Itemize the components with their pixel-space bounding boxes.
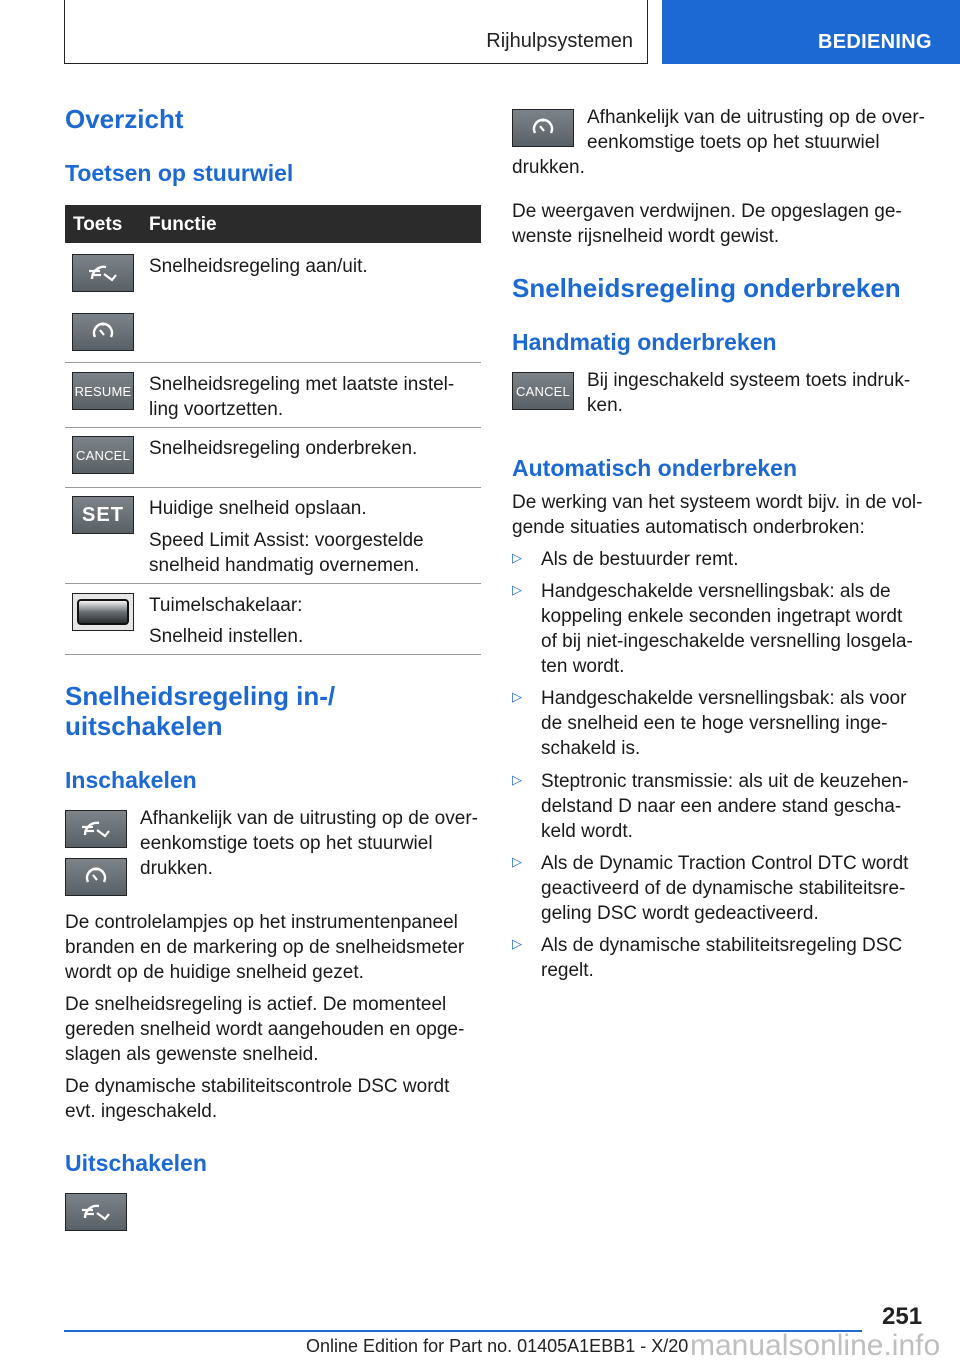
footer-edition: Online Edition for Part no. 01405A1EBB1 - X/20 bbox=[306, 1336, 689, 1356]
heading-inschakelen: Inschakelen bbox=[65, 767, 197, 793]
table-rule bbox=[65, 583, 481, 584]
para2-line1: De snelheidsregeling is actief. De momenteel bbox=[65, 994, 447, 1015]
cruise-onoff-button bbox=[72, 254, 134, 292]
auto-text-1: De werking van het systeem wordt bijv. in de vol- bbox=[512, 492, 923, 513]
row3-text: Snelheidsregeling onderbreken. bbox=[149, 438, 418, 459]
table-rule bbox=[65, 487, 481, 488]
bullet-arrow-icon: ▷ bbox=[512, 689, 522, 704]
heading-inuit-1: Snelheidsregeling in-/ bbox=[65, 681, 336, 711]
page-number: 251 bbox=[882, 1303, 923, 1330]
limit-icon bbox=[83, 865, 109, 889]
uit-text-1: Afhankelijk van de uitrusting op de over- bbox=[587, 107, 925, 128]
table-rule bbox=[65, 427, 481, 428]
para3-line1: De dynamische stabiliteitscontrole DSC wordt bbox=[65, 1076, 450, 1097]
cruise-onoff-button bbox=[65, 1193, 127, 1231]
watermark: manualsonline.info bbox=[690, 1329, 941, 1362]
para2-line3: slagen als gewenste snelheid. bbox=[65, 1044, 319, 1065]
table-rule bbox=[65, 362, 481, 363]
chapter-tab[interactable] bbox=[662, 0, 960, 64]
speed-limit-button bbox=[512, 109, 574, 147]
para3-line2: evt. ingeschakeld. bbox=[65, 1101, 218, 1122]
handmatig-text-2: ken. bbox=[587, 395, 623, 416]
speedometer-icon bbox=[79, 818, 113, 840]
resume-button: RESUME bbox=[72, 372, 134, 410]
col-functie: Functie bbox=[149, 214, 217, 235]
row5-text-1: Tuimelschakelaar: bbox=[149, 595, 303, 616]
limit-icon bbox=[530, 116, 556, 140]
table-header bbox=[65, 205, 481, 243]
heading-toetsen: Toetsen op stuurwiel bbox=[65, 160, 294, 186]
para1-line1: De controlelampjes op het instrumentenpaneel bbox=[65, 912, 458, 933]
rocker-switch-button bbox=[72, 593, 134, 631]
auto-text-2: gende situaties automatisch onderbroken: bbox=[512, 517, 865, 538]
row5-text-2: Snelheid instellen. bbox=[149, 626, 304, 647]
speedometer-icon bbox=[79, 1201, 113, 1223]
col-toets: Toets bbox=[73, 214, 123, 235]
row4-text-1: Huidige snelheid opslaan. bbox=[149, 498, 367, 519]
section-title: Rijhulpsystemen bbox=[486, 30, 633, 52]
uit-text-3: drukken. bbox=[512, 157, 585, 178]
set-button: SET bbox=[72, 496, 134, 534]
weergaven-line2: wenste rijsnelheid wordt gewist. bbox=[512, 226, 780, 247]
weergaven-line1: De weergaven verdwijnen. De opgeslagen ge- bbox=[512, 201, 902, 222]
para1-line3: wordt op de huidige snelheid gezet. bbox=[65, 962, 364, 983]
row1-text: Snelheidsregeling aan/uit. bbox=[149, 256, 368, 277]
row2-text-2: ling voortzetten. bbox=[149, 399, 284, 420]
speedometer-icon bbox=[86, 262, 120, 284]
para1-line2: branden en de markering op de snelheidsmeter bbox=[65, 937, 465, 958]
bullet-arrow-icon: ▷ bbox=[512, 582, 522, 597]
uit-text-2: eenkomstige toets op het stuurwiel bbox=[587, 132, 880, 153]
cancel-button: CANCEL bbox=[512, 372, 574, 410]
heading-inuit-2: uitschakelen bbox=[65, 711, 223, 741]
header-frame bbox=[64, 0, 648, 64]
limit-icon bbox=[90, 320, 116, 344]
chapter-tab-label: BEDIENING bbox=[818, 31, 932, 53]
table-rule bbox=[65, 654, 481, 655]
speed-limit-button bbox=[72, 313, 134, 351]
para2-line2: gereden snelheid wordt aangehouden en opge- bbox=[65, 1019, 465, 1040]
inschakelen-text-3: drukken. bbox=[140, 858, 213, 879]
heading-handmatig: Handmatig onderbreken bbox=[512, 329, 777, 355]
heading-automatisch: Automatisch onderbreken bbox=[512, 455, 797, 481]
handmatig-text-1: Bij ingeschakeld systeem toets indruk- bbox=[587, 370, 911, 391]
row4-text-2: Speed Limit Assist: voorgestelde bbox=[149, 530, 424, 551]
heading-uitschakelen: Uitschakelen bbox=[65, 1150, 207, 1176]
bullet-arrow-icon: ▷ bbox=[512, 550, 522, 565]
row4-text-3: snelheid handmatig overnemen. bbox=[149, 555, 420, 576]
heading-overzicht: Overzicht bbox=[65, 104, 184, 134]
heading-onderbreken: Snelheidsregeling onderbreken bbox=[512, 273, 901, 303]
inschakelen-text-2: eenkomstige toets op het stuurwiel bbox=[140, 833, 433, 854]
cancel-button: CANCEL bbox=[72, 436, 134, 474]
speed-limit-button bbox=[65, 858, 127, 896]
inschakelen-text-1: Afhankelijk van de uitrusting op de over- bbox=[140, 808, 478, 829]
bullet-arrow-icon: ▷ bbox=[512, 772, 522, 787]
row2-text-1: Snelheidsregeling met laatste instel- bbox=[149, 374, 455, 395]
bullet-arrow-icon: ▷ bbox=[512, 854, 522, 869]
rocker-switch-icon bbox=[77, 599, 129, 625]
cruise-onoff-button bbox=[65, 810, 127, 848]
bullet-arrow-icon: ▷ bbox=[512, 936, 522, 951]
